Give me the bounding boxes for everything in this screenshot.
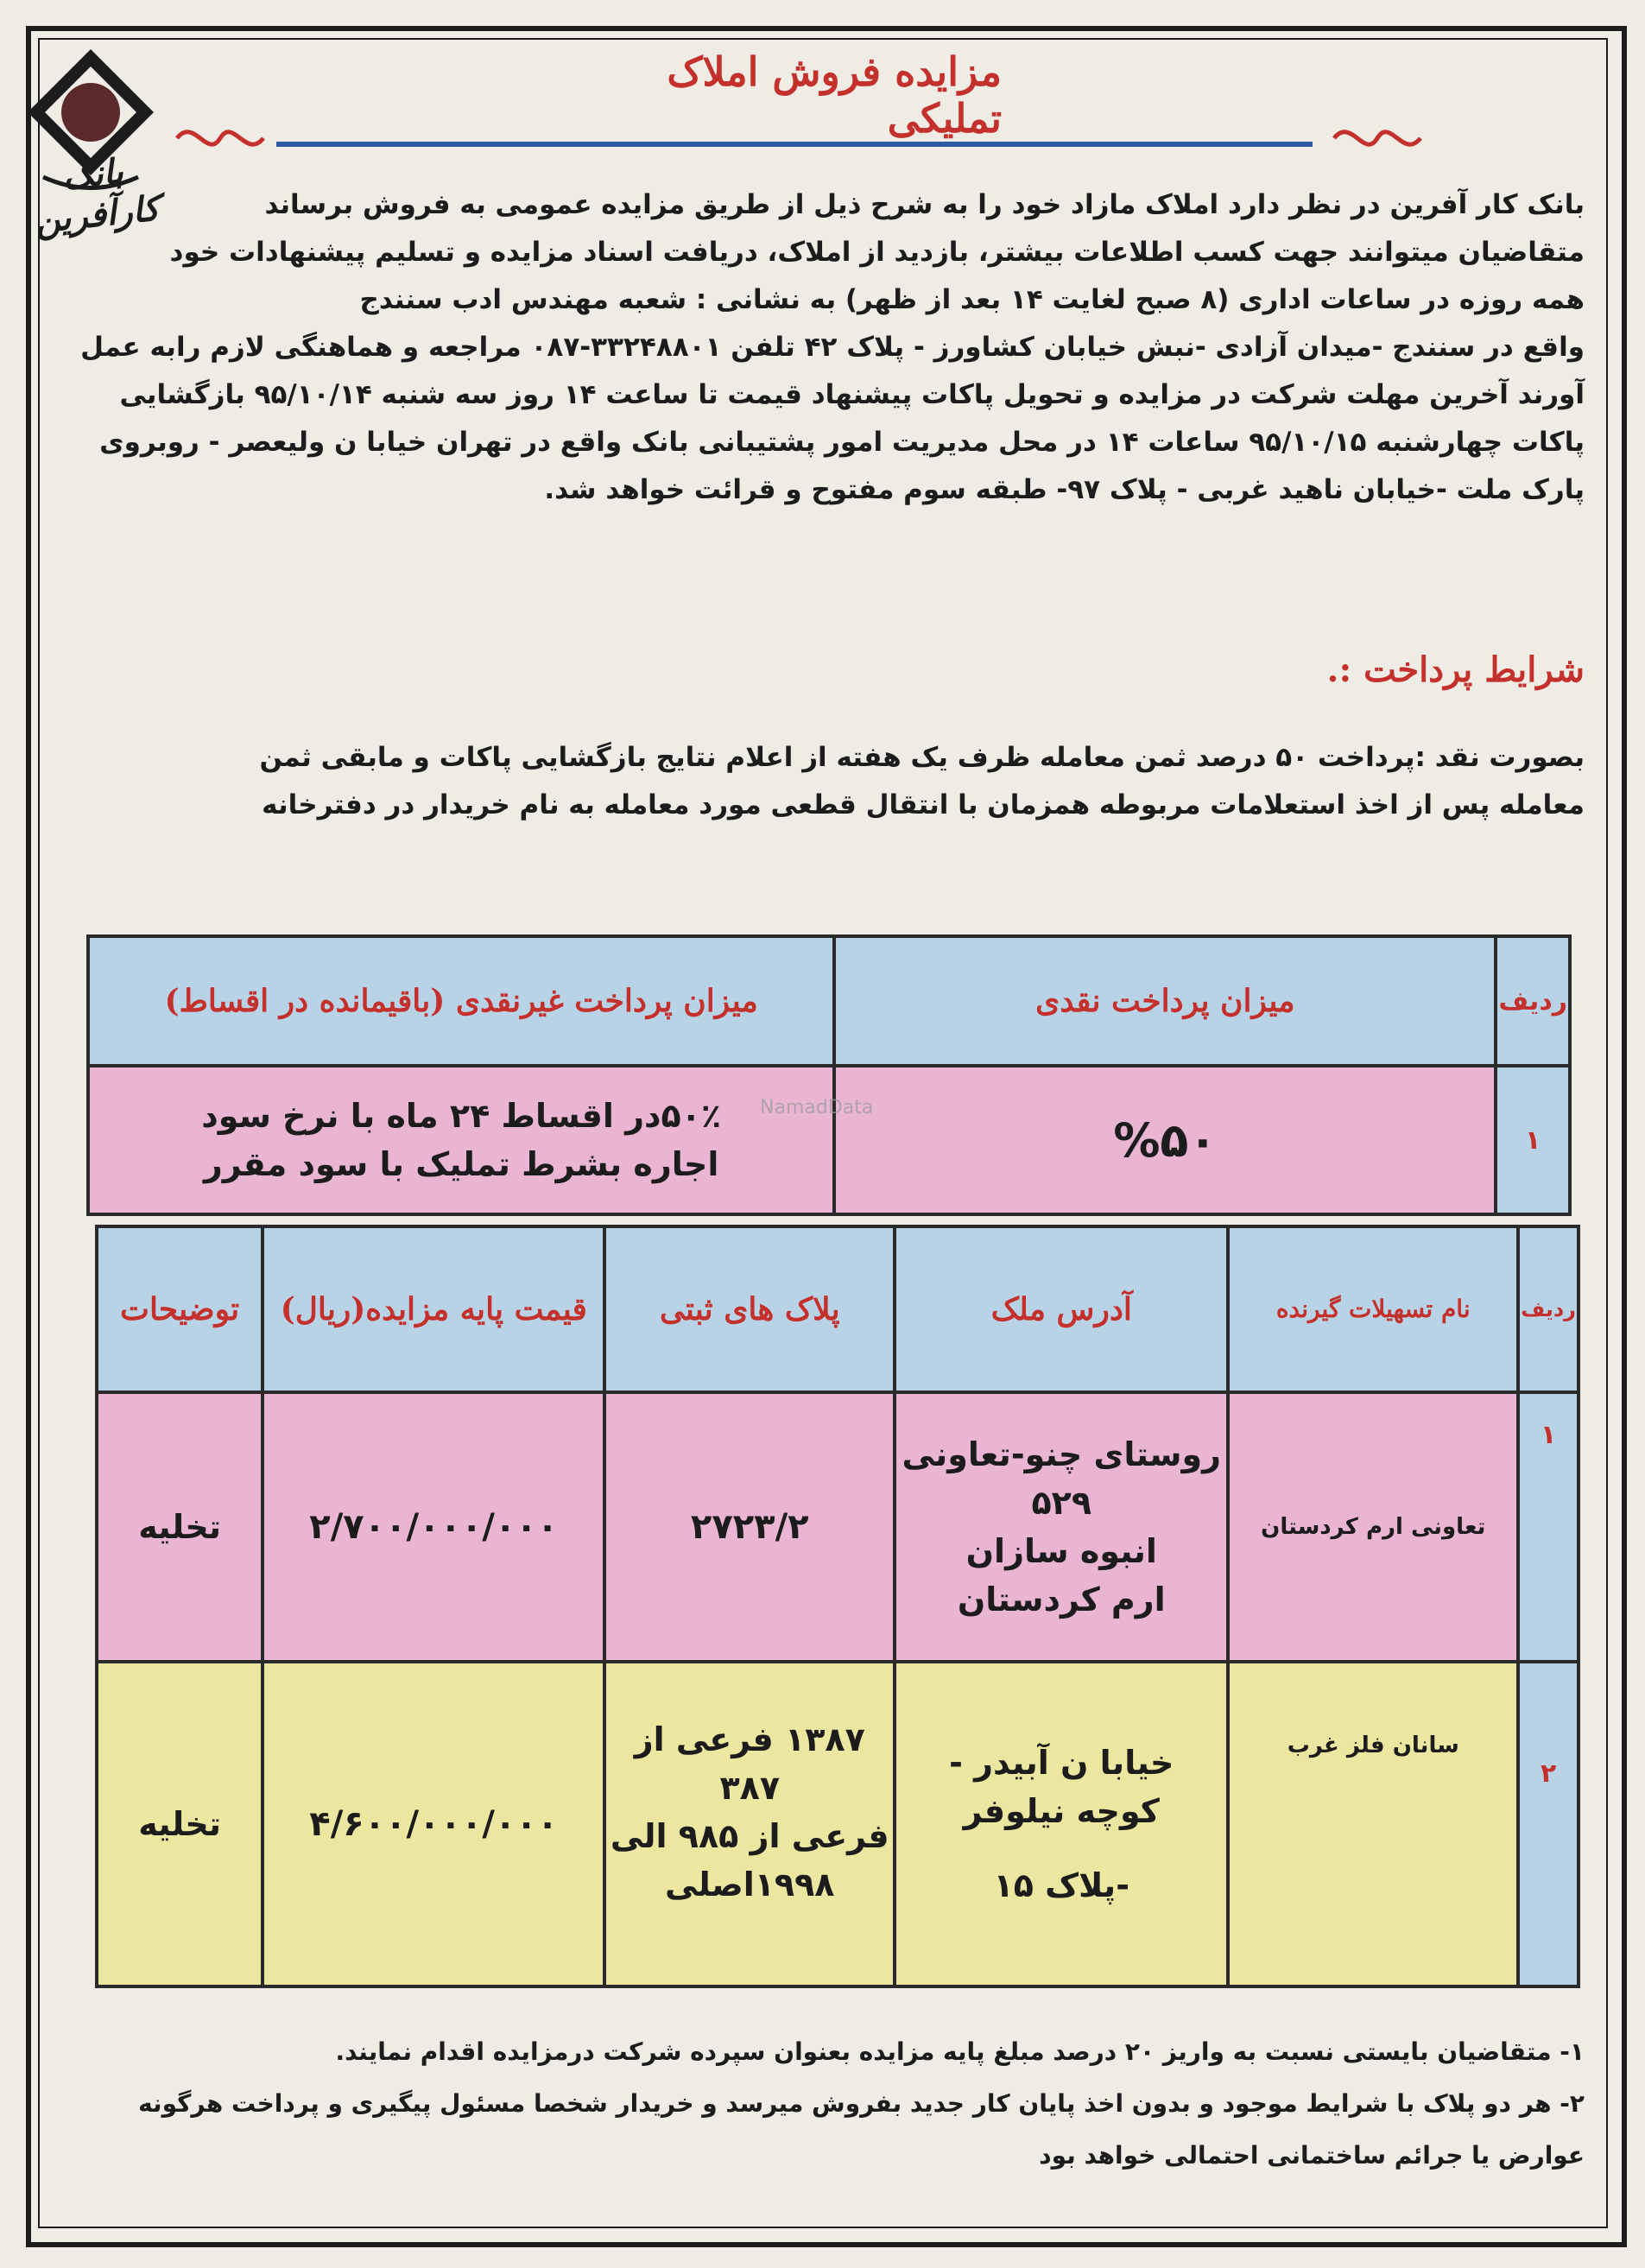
payment-header-cash: میزان پرداخت نقدی: [834, 936, 1496, 1066]
intro-paragraph: [60, 181, 1585, 514]
payment-cash-value: %۵۰: [834, 1066, 1496, 1214]
property-notes: تخلیه: [97, 1662, 263, 1986]
address-line: ارم کردستان: [957, 1581, 1166, 1619]
property-price: ۲/۷۰۰/۰۰۰/۰۰۰: [263, 1392, 604, 1662]
plaque-line: فرعی از ۹۸۵ الی: [610, 1817, 889, 1855]
noncash-line: ۵۰٪در اقساط ۲۴ ماه با نرخ سود: [201, 1097, 722, 1135]
noncash-line: اجاره بشرط تملیک با سود مقرر: [203, 1145, 719, 1183]
footnote: عوارض یا جرائم ساختمانی احتمالی خواهد بود: [1039, 2141, 1585, 2170]
property-header-address: آدرس ملک: [895, 1226, 1228, 1392]
intro-line: پارک ملت -خیابان ناهید غربی - پلاک ۹۷- طبقه سوم مفتوح و قرائت خواهد شد.: [544, 474, 1585, 505]
payment-line: معامله پس از اخذ استعلامات مربوطه همزمان با انتقال قطعی مورد معامله به نام خریدار در دفترخانه: [262, 789, 1585, 820]
payment-row-number: ۱: [1496, 1066, 1570, 1214]
plaque-line: ۱۳۸۷ فرعی از ۳۸۷: [634, 1720, 865, 1807]
intro-line: متقاضیان میتوانند جهت کسب اطلاعات بیشتر، بازدید از املاک، دریافت اسناد مزایده و تسلیم پیشنهادات خود: [169, 237, 1585, 268]
page-title: مزایده فروش املاک تملیکی: [667, 48, 1002, 142]
property-header-price: قیمت پایه مزایده(ریال): [263, 1226, 604, 1392]
footnote: ۱- متقاضیان بایستی نسبت به واریز ۲۰ درصد مبلغ پایه مزایده بعنوان سپرده شرکت درمزایده اقدام نمایند.: [335, 2037, 1585, 2066]
property-header-borrower: نام تسهیلات گیرنده: [1228, 1226, 1518, 1392]
intro-line: واقع در سنندج -میدان آزادی -نبش خیابان کشاورز - پلاک ۴۲ تلفن ۳۳۲۴۸۸۰۱-۰۸۷ مراجعه و هماهنگی لازم رابه عمل: [80, 332, 1585, 363]
property-header-row: [1518, 1226, 1579, 1392]
property-price: ۴/۶۰۰/۰۰۰/۰۰۰: [263, 1662, 604, 1986]
address-line: انبوه سازان: [965, 1532, 1157, 1570]
property-address: [895, 1392, 1228, 1662]
property-row-number: ۱: [1518, 1392, 1579, 1662]
bank-name: بانک کارآفرین: [33, 150, 161, 242]
intro-line: همه روزه در ساعات اداری (۸ صبح لغایت ۱۴ بعد از ظهر) به نشانی : شعبه مهندس ادب سنندج: [359, 284, 1585, 315]
intro-line: پاکات چهارشنبه ۹۵/۱۰/۱۵ ساعات ۱۴ در محل مدیریت امور پشتیبانی بانک واقع در تهران خیابا ن ولیعصر - روبروی: [99, 427, 1585, 458]
intro-line: آورند آخرین مهلت شرکت در مزایده و تحویل پاکات پیشنهاد قیمت تا ساعت ۱۴ روز سه شنبه ۹۵/۱۰/۱۴ بازگشایی: [119, 379, 1585, 410]
title-box: [553, 48, 1002, 142]
address-line: روستای چنو-تعاونی: [902, 1435, 1222, 1473]
ornament-right-icon: [1330, 112, 1425, 164]
address-line: [897, 1835, 1225, 1861]
row-header-label: ردیف: [1498, 985, 1567, 1017]
property-address: [895, 1662, 1228, 1986]
plaque-line: ۱۹۹۸اصلی: [665, 1866, 835, 1904]
row-header-label: ردیف: [1521, 1297, 1576, 1321]
payment-header-row: [1496, 936, 1570, 1066]
payment-header-noncash: میزان پرداخت غیرنقدی (باقیمانده در اقساط): [88, 936, 834, 1066]
property-row-number: ۲: [1518, 1662, 1579, 1986]
address-line: خیابا ن آبیدر -: [949, 1744, 1174, 1782]
address-line: -پلاک ۱۵: [993, 1866, 1129, 1904]
ornament-left-icon: [173, 112, 268, 164]
footnotes: [60, 2030, 1585, 2185]
property-table: [95, 1225, 1580, 1988]
property-borrower: تعاونی ارم کردستان: [1228, 1392, 1518, 1662]
intro-line: بانک کار آفرین در نظر دارد املاک مازاد خود را به شرح ذیل از طریق مزایده عمومی به فروش برساند: [264, 189, 1585, 220]
property-borrower: سانان فلز غرب: [1228, 1662, 1518, 1986]
payment-line: بصورت نقد :پرداخت ۵۰ درصد ثمن معامله ظرف یک هفته از اعلام نتایج بازگشایی پاکات و مابقی ثمن: [259, 742, 1585, 773]
footnote: ۲- هر دو پلاک با شرایط موجود و بدون اخذ پایان کار جدید بفروش میرسد و خریدار شخصا مسئول پیگیری و پرداخت هرگونه: [138, 2089, 1585, 2118]
payment-paragraph: [60, 734, 1585, 829]
address-line: کوچه نیلوفر: [963, 1792, 1160, 1830]
address-line: ۵۲۹: [1031, 1484, 1092, 1522]
property-header-notes: توضیحات: [97, 1226, 263, 1392]
payment-heading: شرایط پرداخت :.: [1326, 649, 1585, 690]
watermark: NamadData: [760, 1097, 874, 1118]
property-notes: تخلیه: [97, 1392, 263, 1662]
payment-table: [86, 934, 1572, 1216]
property-plaque: ۲۷۲۳/۲: [604, 1392, 895, 1662]
payment-noncash-value: [88, 1066, 834, 1214]
title-underline: [276, 142, 1313, 147]
property-plaque: [604, 1662, 895, 1986]
property-header-plaque: پلاک های ثبتی: [604, 1226, 895, 1392]
